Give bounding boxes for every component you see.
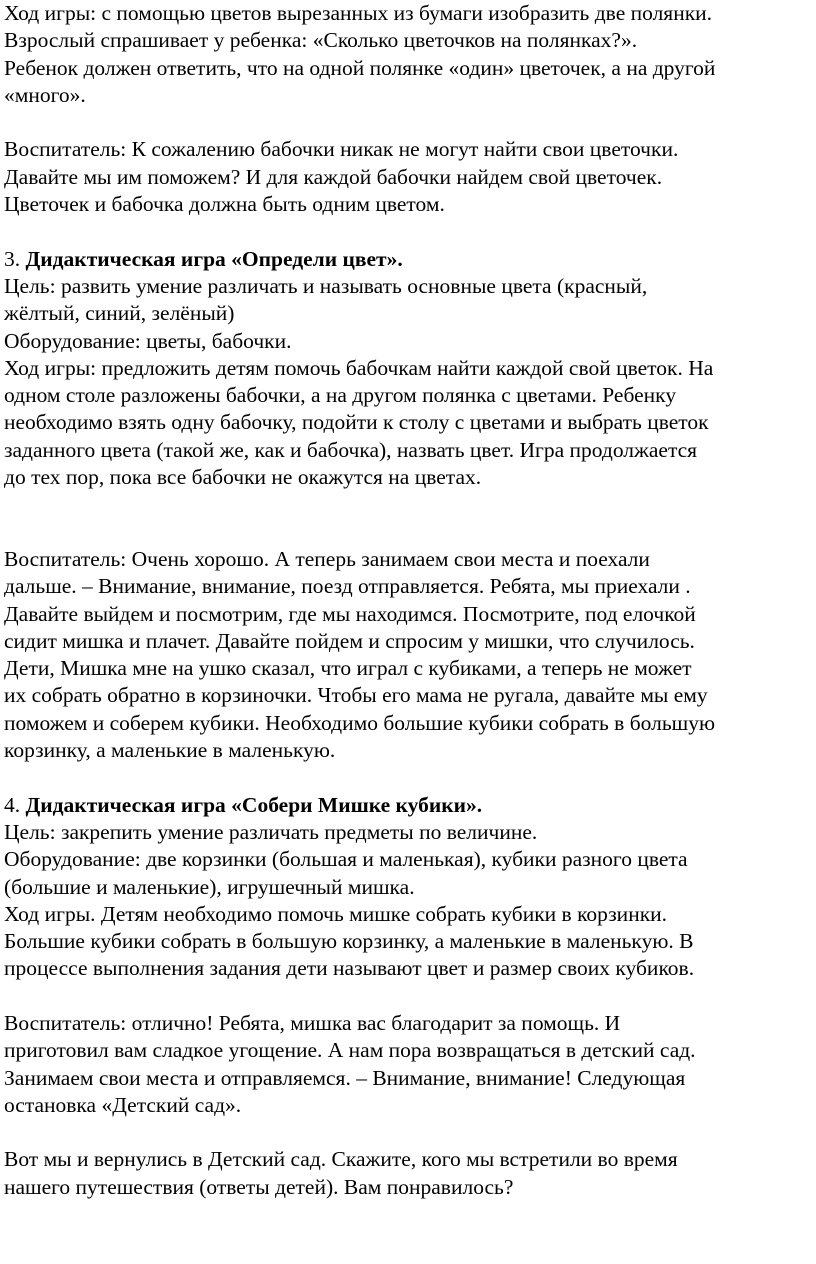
game-process-line: процессе выполнения задания дети называют цвет и размер своих кубиков. — [4, 956, 695, 981]
text-line: Давайте выйдем и посмотрим, где мы находимся. Посмотрите, под елочкой — [4, 601, 696, 626]
text-line: Воспитатель: Очень хорошо. А теперь занимаем свои места и поехали — [4, 546, 650, 571]
text-line: Ход игры: с помощью цветов вырезанных из бумаги изобразить две полянки. — [4, 1, 713, 25]
game-process-line: Большие кубики собрать в большую корзинку, а маленькие в маленькую. В — [4, 929, 694, 954]
game-title: Дидактическая игра «Определи цвет». — [25, 246, 403, 271]
game-process-line: одном столе разложены бабочки, а на другом полянка с цветами. Ребенку — [4, 383, 677, 408]
game-goal-line: Цель: развить умение различать и называть основные цвета (красный, — [4, 273, 648, 298]
game-goal-line: жёлтый, синий, зелёный) — [4, 301, 235, 326]
text-line: дальше. – Внимание, внимание, поезд отправляется. Ребята, мы приехали . — [4, 574, 691, 599]
game-goal: Цель: закрепить умение различать предметы по величине. — [4, 819, 538, 844]
game-4-heading — [4, 792, 810, 819]
text-line: Занимаем свои места и отправляемся. – Внимание, внимание! Следующая — [4, 1065, 686, 1090]
teacher-speech-2 — [4, 546, 810, 764]
game-process-line: Ход игры. Детям необходимо помочь мишке собрать кубики в корзинки. — [4, 901, 668, 926]
game-equipment-line: (большие и маленькие), игрушечный мишка. — [4, 874, 415, 899]
game-process-line: до тех пор, пока все бабочки не окажутся на цветах. — [4, 465, 482, 490]
game-equipment-line: Оборудование: две корзинки (большая и маленькая), кубики разного цвета — [4, 847, 688, 872]
text-line: Цветочек и бабочка должна быть одним цветом. — [4, 192, 445, 217]
teacher-speech-1 — [4, 136, 810, 218]
text-line: приготовил вам сладкое угощение. А нам пора возвращаться в детский сад. — [4, 1038, 696, 1063]
text-line: нашего путешествия (ответы детей). Вам понравилось? — [4, 1174, 514, 1199]
paragraph-spacer — [4, 491, 810, 546]
text-line: поможем и соберем кубики. Необходимо большие кубики собрать в большую — [4, 710, 716, 735]
text-line: их собрать обратно в корзиночки. Чтобы его мама не ругала, давайте мы ему — [4, 683, 708, 708]
game-equipment: Оборудование: цветы, бабочки. — [4, 328, 292, 353]
game-3-section — [4, 246, 810, 492]
text-line: «много». — [4, 82, 86, 107]
paragraph-spacer — [4, 764, 810, 791]
text-line: Дети, Мишка мне на ушко сказал, что играл с кубиками, а теперь не может — [4, 656, 692, 681]
text-line: Взрослый спрашивает у ребенка: «Сколько цветочков на полянках?». — [4, 28, 638, 53]
text-line: сидит мишка и плачет. Давайте пойдем и спросим у мишки, что случилось. — [4, 628, 695, 653]
game-process-line: Ход игры: предложить детям помочь бабочкам найти каждой свой цветок. На — [4, 355, 714, 380]
game-number: 4. — [4, 792, 21, 817]
paragraph-spacer — [4, 983, 810, 1010]
paragraph-spacer — [4, 109, 810, 136]
game-title: Дидактическая игра «Собери Мишке кубики». — [25, 792, 483, 817]
paragraph-spacer — [4, 218, 810, 245]
paragraph-spacer — [4, 1119, 810, 1146]
text-line: Давайте мы им поможем? И для каждой бабочки найдем свой цветочек. — [4, 164, 663, 189]
game-process-line: заданного цвета (такой же, как и бабочка), назвать цвет. Игра продолжается — [4, 437, 698, 462]
text-line: корзинку, а маленькие в маленькую. — [4, 738, 336, 763]
closing-paragraph — [4, 1146, 810, 1201]
text-line: Ребенок должен ответить, что на одной полянке «один» цветочек, а на другой — [4, 55, 716, 80]
intro-paragraph — [4, 0, 810, 109]
text-line: Вот мы и вернулись в Детский сад. Скажите, кого мы встретили во время — [4, 1147, 678, 1172]
game-number: 3. — [4, 246, 21, 271]
game-process-line: необходимо взять одну бабочку, подойти к столу с цветами и выбрать цветок — [4, 410, 709, 435]
game-3-heading — [4, 246, 810, 273]
text-line: остановка «Детский сад». — [4, 1092, 242, 1117]
teacher-speech-3 — [4, 1010, 810, 1119]
text-line: Воспитатель: отлично! Ребята, мишка вас благодарит за помощь. И — [4, 1010, 621, 1035]
text-line: Воспитатель: К сожалению бабочки никак не могут найти свои цветочки. — [4, 137, 679, 162]
game-4-section — [4, 792, 810, 983]
